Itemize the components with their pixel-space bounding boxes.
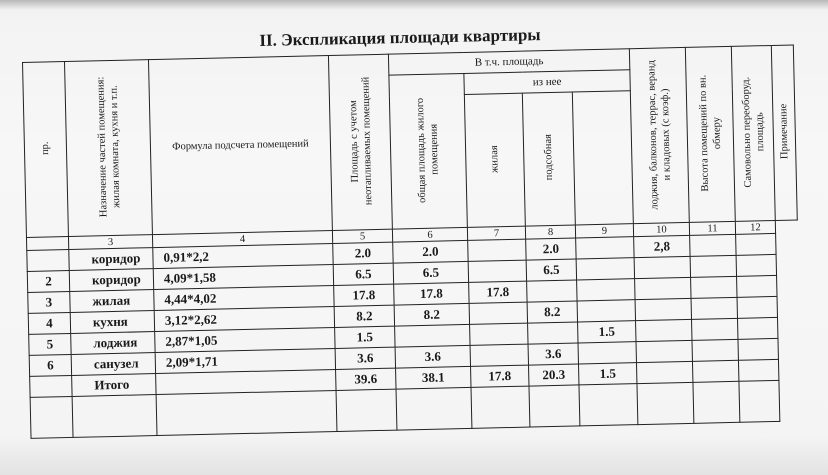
room-auxiliary-area: 3.6	[528, 343, 578, 365]
total-unauthorized	[692, 360, 738, 382]
room-name: санузел	[71, 353, 155, 376]
photo-bottom-shadow	[0, 435, 828, 475]
room-living-area	[468, 260, 526, 282]
total-label: Итого	[72, 374, 156, 397]
room-living-area	[470, 344, 528, 366]
column-number: 7	[467, 226, 525, 240]
room-total-area: 17.8	[394, 282, 469, 305]
room-note	[737, 275, 777, 297]
room-note	[736, 233, 776, 255]
total-general-area: 38.1	[396, 366, 471, 389]
room-auxiliary-area: 6.5	[526, 259, 576, 281]
header-formula: Формула подсчета помещений	[148, 56, 332, 235]
room-name: кухня	[70, 311, 154, 334]
total-living-area: 17.8	[471, 365, 529, 387]
room-auxiliary-area: 2.0	[526, 238, 576, 260]
room-unauthorized	[691, 276, 737, 298]
room-height: 2,8	[634, 235, 690, 257]
photo-edge-shadow	[0, 0, 828, 10]
room-formula: 4,44*4,02	[154, 285, 334, 310]
header-note: Примечание	[771, 45, 797, 220]
row-number: 3	[28, 291, 70, 313]
row-number: 4	[28, 312, 70, 334]
explication-table-wrapper	[22, 44, 802, 438]
room-living-area	[469, 302, 527, 324]
header-auxiliary: подсобная	[522, 92, 575, 226]
column-number	[26, 236, 68, 250]
room-loggia-area	[576, 258, 634, 280]
room-total-area: 6.5	[393, 261, 468, 284]
room-note	[736, 254, 776, 276]
row-number	[27, 249, 69, 271]
header-total-area: общая площадь жилого помещения	[389, 73, 467, 229]
room-total-area: 8.2	[394, 303, 469, 326]
table-body	[26, 220, 801, 438]
room-unauthorized	[690, 255, 736, 277]
room-loggia-area	[577, 300, 635, 322]
room-auxiliary-area	[528, 322, 578, 344]
room-note	[737, 317, 777, 339]
row-number: 6	[29, 354, 71, 376]
room-formula: 2,87*1,05	[155, 327, 335, 352]
room-name: коридор	[69, 269, 153, 292]
room-auxiliary-area	[527, 280, 577, 302]
room-living-area	[470, 323, 528, 345]
explication-table	[22, 44, 802, 438]
column-number: 11	[689, 221, 735, 235]
room-formula: 3,12*2,62	[154, 306, 334, 331]
room-total-area: 2.0	[393, 240, 468, 263]
room-note	[738, 338, 778, 360]
header-purpose: Назначение частей помещения: жилая комната, кухня и т.п.	[65, 60, 153, 237]
header-area: Площадь с учетом неотапливаемых помещений	[328, 54, 392, 230]
row-number: 2	[27, 270, 69, 292]
column-number: 3	[68, 235, 152, 250]
header-unauthorized: Самовольно переоборуд. площадь	[731, 45, 775, 221]
total-loggia-area: 1.5	[578, 363, 636, 385]
column-number: 6	[392, 227, 467, 242]
room-living-area: 17.8	[469, 281, 527, 303]
row-number	[30, 375, 72, 397]
room-unauthorized	[692, 318, 738, 340]
page-title: II. Экспликация площади квартиры	[259, 25, 541, 50]
room-auxiliary-area: 8.2	[527, 301, 577, 323]
column-number: 12	[735, 220, 775, 234]
header-number: пр.	[23, 62, 69, 238]
room-formula: 2,09*1,71	[155, 348, 335, 373]
room-unauthorized	[690, 234, 736, 256]
header-loggia: лоджия, балконов, террас, веранд и кладовых (с коэф.)	[629, 47, 689, 223]
room-loggia-area	[576, 237, 634, 259]
room-height	[636, 319, 692, 341]
header-living: жилая	[464, 93, 525, 227]
room-area: 8.2	[334, 305, 394, 327]
room-area: 6.5	[333, 263, 393, 285]
header-height: Высота помещений по вн. обмеру	[685, 46, 735, 222]
header-group-of-which: из нее	[464, 70, 630, 95]
total-note	[738, 359, 778, 381]
row-number: 5	[29, 333, 71, 355]
room-height	[634, 256, 690, 278]
room-loggia-area	[577, 279, 635, 301]
room-area: 1.5	[335, 326, 395, 348]
room-area: 17.8	[334, 284, 394, 306]
column-number: 8	[525, 225, 575, 239]
room-unauthorized	[692, 339, 738, 361]
room-loggia-area: 1.5	[578, 321, 636, 343]
room-living-area	[468, 239, 526, 261]
column-number: 9	[575, 224, 633, 238]
room-note	[737, 296, 777, 318]
total-height	[636, 361, 692, 383]
room-height	[635, 298, 691, 320]
room-total-area	[395, 324, 470, 347]
column-number: 10	[633, 222, 689, 236]
room-total-area: 3.6	[395, 345, 470, 368]
column-number: 4	[152, 231, 332, 248]
room-name: лоджия	[71, 332, 155, 355]
header-group-incl: В т.ч. площадь	[388, 49, 629, 75]
room-area: 3.6	[335, 347, 395, 369]
room-name: жилая	[70, 290, 154, 313]
room-formula: 0,91*2,2	[153, 243, 333, 268]
room-name: коридор	[69, 248, 153, 271]
total-auxiliary-area: 20.3	[529, 364, 579, 386]
room-height	[635, 277, 691, 299]
room-unauthorized	[691, 297, 737, 319]
room-loggia-area	[578, 342, 636, 364]
room-formula: 4,09*1,58	[153, 264, 333, 289]
room-area: 2.0	[333, 242, 393, 264]
column-number: 5	[332, 229, 392, 243]
room-height	[636, 340, 692, 362]
total-area: 39.6	[336, 368, 396, 390]
